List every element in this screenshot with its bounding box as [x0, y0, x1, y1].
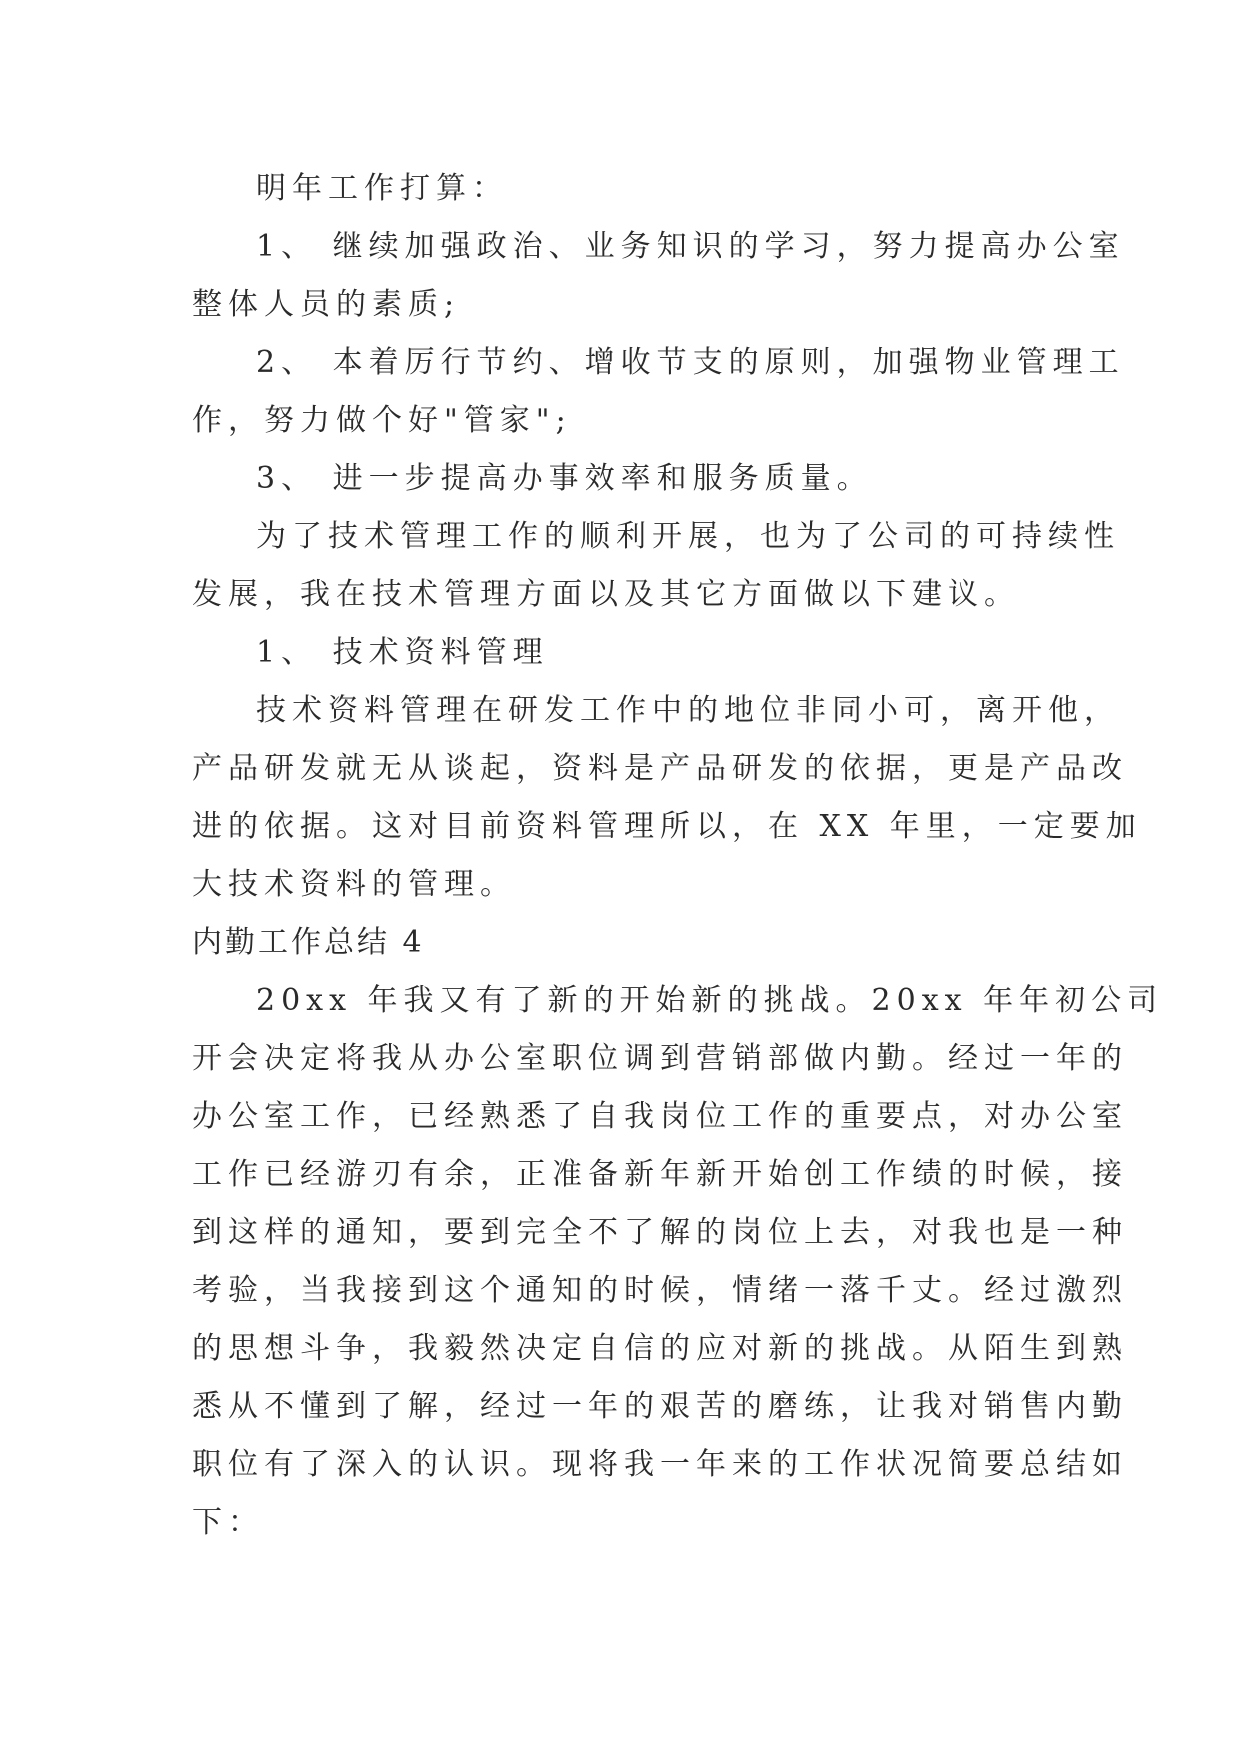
section-title-summary-4: 内勤工作总结 4: [192, 925, 425, 960]
suggestion-paragraph-line-2: 产品研发就无从谈起，资料是产品研发的依据，更是产品改: [192, 751, 1128, 786]
summary-paragraph-line-7: 的思想斗争，我毅然决定自信的应对新的挑战。从陌生到熟: [192, 1331, 1128, 1366]
summary-paragraph-line-6: 考验，当我接到这个通知的时候，情绪一落千丈。经过激烈: [192, 1273, 1128, 1308]
document-body: [192, 160, 1164, 1552]
plan-item-3: 3、 进一步提高办事效率和服务质量。: [256, 461, 873, 496]
plan-item-2-line-2: 作，努力做个好"管家";: [192, 403, 572, 438]
plan-item-1-line-1: 1、 继续加强政治、业务知识的学习，努力提高办公室: [256, 229, 1125, 264]
summary-paragraph-line-8: 悉从不懂到了解，经过一年的艰苦的磨练，让我对销售内勤: [192, 1389, 1128, 1424]
plan-item-2-line-1: 2、 本着厉行节约、增收节支的原则，加强物业管理工: [256, 345, 1125, 380]
summary-paragraph-line-5: 到这样的通知，要到完全不了解的岗位上去，对我也是一种: [192, 1215, 1128, 1250]
suggestion-paragraph-line-3: 进的依据。这对目前资料管理所以，在 XX 年里，一定要加: [192, 809, 1142, 844]
summary-paragraph-line-4: 工作已经游刃有余，正准备新年新开始创工作绩的时候，接: [192, 1157, 1128, 1192]
summary-paragraph-line-9: 职位有了深入的认识。现将我一年来的工作状况简要总结如: [192, 1447, 1128, 1482]
suggestion-item-1-title: 1、 技术资料管理: [256, 635, 549, 670]
suggestion-intro-line-2: 发展，我在技术管理方面以及其它方面做以下建议。: [192, 577, 1020, 612]
summary-paragraph-line-10: 下：: [192, 1505, 264, 1540]
suggestion-paragraph-line-4: 大技术资料的管理。: [192, 867, 516, 902]
summary-paragraph-line-2: 开会决定将我从办公室职位调到营销部做内勤。经过一年的: [192, 1041, 1128, 1076]
suggestion-intro-line-1: 为了技术管理工作的顺利开展，也为了公司的可持续性: [256, 519, 1120, 554]
summary-paragraph-line-1: 20xx 年我又有了新的开始新的挑战。20xx 年年初公司: [256, 983, 1164, 1018]
suggestion-paragraph-line-1: 技术资料管理在研发工作中的地位非同小可，离开他，: [256, 693, 1120, 728]
plan-item-1-line-2: 整体人员的素质;: [192, 287, 461, 322]
summary-paragraph-line-3: 办公室工作，已经熟悉了自我岗位工作的重要点，对办公室: [192, 1099, 1128, 1134]
section-heading-next-year-plan: 明年工作打算：: [256, 171, 508, 206]
